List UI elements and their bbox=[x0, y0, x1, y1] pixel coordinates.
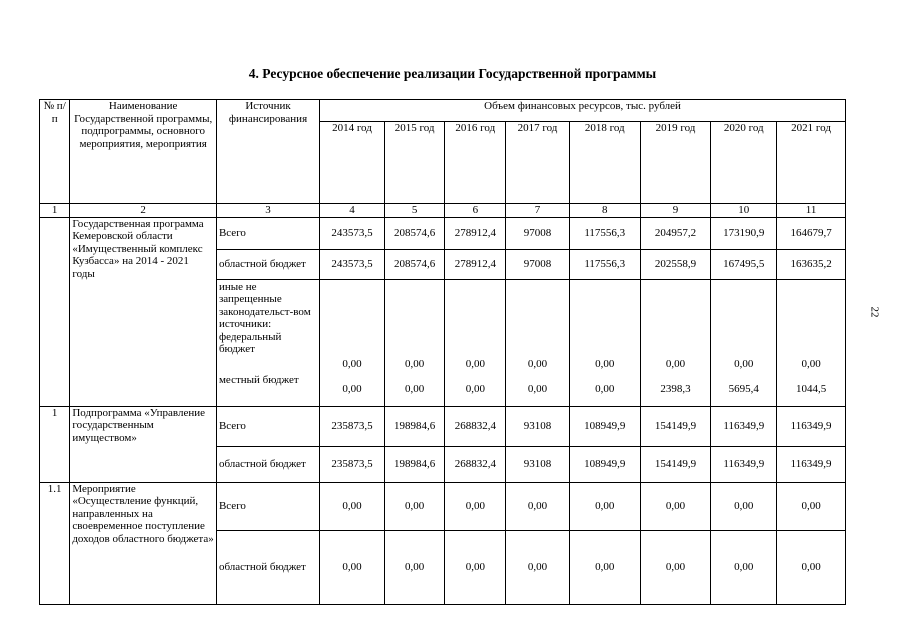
value-cell: 278912,4 bbox=[445, 217, 506, 249]
value-cell: 0,00 bbox=[665, 357, 686, 370]
value-cell: 0,00 bbox=[527, 357, 548, 370]
value-stack bbox=[777, 279, 846, 406]
row-name: Подпрограмма «Управление государственным имуществом» bbox=[70, 406, 217, 482]
value-cell: 0,00 bbox=[711, 530, 777, 604]
value-cell: 2398,3 bbox=[660, 382, 691, 395]
value-cell: 0,00 bbox=[384, 530, 445, 604]
value-cell: 0,00 bbox=[777, 482, 846, 530]
value-stack bbox=[445, 279, 506, 406]
value-cell: 164679,7 bbox=[777, 217, 846, 249]
value-stack bbox=[506, 279, 570, 406]
value-cell: 208574,6 bbox=[384, 249, 445, 279]
value-stack bbox=[711, 279, 777, 406]
header-year: 2016 год bbox=[445, 122, 506, 204]
column-number: 11 bbox=[777, 204, 846, 218]
value-cell: 116349,9 bbox=[711, 406, 777, 446]
page-title: 4. Ресурсное обеспечение реализации Государственной программы bbox=[248, 66, 657, 81]
row-source: Всего bbox=[216, 482, 319, 530]
header-year: 2015 год bbox=[384, 122, 445, 204]
row-number bbox=[40, 217, 70, 406]
value-cell: 163635,2 bbox=[777, 249, 846, 279]
value-cell: 0,00 bbox=[711, 482, 777, 530]
value-cell: 1044,5 bbox=[795, 382, 827, 395]
value-stack bbox=[640, 279, 711, 406]
header-year: 2020 год bbox=[711, 122, 777, 204]
value-cell: 0,00 bbox=[801, 357, 821, 370]
value-cell: 204957,2 bbox=[640, 217, 711, 249]
value-cell: 0,00 bbox=[506, 530, 570, 604]
value-cell: 154149,9 bbox=[640, 406, 711, 446]
row-source: иные не запрещенные законодательст-вом источники: федеральный бюджет bbox=[218, 280, 311, 355]
value-cell: 0,00 bbox=[465, 382, 485, 395]
value-cell: 5695,4 bbox=[728, 382, 759, 395]
source-stack bbox=[216, 279, 319, 406]
value-cell: 0,00 bbox=[506, 482, 570, 530]
table-row bbox=[40, 482, 846, 530]
value-cell: 116349,9 bbox=[777, 446, 846, 482]
value-cell: 0,00 bbox=[405, 382, 425, 395]
value-cell: 0,00 bbox=[320, 482, 385, 530]
column-number-row bbox=[40, 204, 846, 218]
header-year: 2014 год bbox=[320, 122, 385, 204]
header-volume: Объем финансовых ресурсов, тыс. рублей bbox=[320, 100, 846, 122]
value-cell: 154149,9 bbox=[640, 446, 711, 482]
value-cell: 0,00 bbox=[465, 357, 485, 370]
value-cell: 116349,9 bbox=[777, 406, 846, 446]
header-name: Наименование Государственной программы, подпрограммы, основного мероприятия, мероприятия bbox=[70, 100, 217, 204]
value-cell: 108949,9 bbox=[569, 446, 640, 482]
row-source: местный бюджет bbox=[218, 373, 299, 386]
header-year: 2017 год bbox=[506, 122, 570, 204]
table-row bbox=[40, 406, 846, 446]
column-number: 4 bbox=[320, 204, 385, 218]
value-cell: 97008 bbox=[506, 249, 570, 279]
header-source: Источник финансирования bbox=[216, 100, 319, 204]
column-number: 7 bbox=[506, 204, 570, 218]
column-number: 9 bbox=[640, 204, 711, 218]
value-cell: 0,00 bbox=[527, 382, 548, 395]
value-cell: 173190,9 bbox=[711, 217, 777, 249]
value-cell: 235873,5 bbox=[320, 406, 385, 446]
resource-table bbox=[39, 99, 846, 605]
column-number: 6 bbox=[445, 204, 506, 218]
value-cell: 108949,9 bbox=[569, 406, 640, 446]
value-cell: 235873,5 bbox=[320, 446, 385, 482]
header-year: 2018 год bbox=[569, 122, 640, 204]
value-cell: 202558,9 bbox=[640, 249, 711, 279]
value-cell: 0,00 bbox=[595, 357, 615, 370]
value-cell: 198984,6 bbox=[384, 406, 445, 446]
value-cell: 93108 bbox=[506, 446, 570, 482]
value-cell: 0,00 bbox=[640, 482, 711, 530]
value-cell: 167495,5 bbox=[711, 249, 777, 279]
value-cell: 278912,4 bbox=[445, 249, 506, 279]
row-source: областной бюджет bbox=[216, 530, 319, 604]
value-cell: 243573,5 bbox=[320, 217, 385, 249]
column-number: 5 bbox=[384, 204, 445, 218]
column-number: 3 bbox=[216, 204, 319, 218]
table-row bbox=[40, 217, 846, 249]
row-name: Государственная программа Кемеровской области «Имущественный комплекс Кузбасса» на 2014 - 2021 годы bbox=[70, 217, 217, 406]
row-name: Мероприятие «Осуществление функций, направленных на своевременное поступление доходов областного бюджета» bbox=[70, 482, 217, 604]
value-cell: 0,00 bbox=[640, 530, 711, 604]
header-number: № п/п bbox=[40, 100, 70, 204]
value-cell: 0,00 bbox=[777, 530, 846, 604]
value-cell: 117556,3 bbox=[569, 249, 640, 279]
value-cell: 243573,5 bbox=[320, 249, 385, 279]
column-number: 2 bbox=[70, 204, 217, 218]
value-cell: 198984,6 bbox=[384, 446, 445, 482]
value-stack bbox=[569, 279, 640, 406]
row-number: 1 bbox=[40, 406, 70, 482]
value-stack bbox=[384, 279, 445, 406]
value-cell: 0,00 bbox=[384, 482, 445, 530]
value-cell: 0,00 bbox=[445, 482, 506, 530]
value-cell: 0,00 bbox=[445, 530, 506, 604]
value-cell: 117556,3 bbox=[569, 217, 640, 249]
value-cell: 0,00 bbox=[734, 357, 754, 370]
value-cell: 97008 bbox=[506, 217, 570, 249]
value-cell: 93108 bbox=[506, 406, 570, 446]
value-cell: 208574,6 bbox=[384, 217, 445, 249]
header-year: 2021 год bbox=[777, 122, 846, 204]
page-number: 22 bbox=[868, 306, 881, 318]
value-cell: 0,00 bbox=[569, 530, 640, 604]
value-cell: 268832,4 bbox=[445, 446, 506, 482]
row-source: областной бюджет bbox=[216, 446, 319, 482]
value-cell: 0,00 bbox=[342, 357, 362, 370]
row-source: Всего bbox=[216, 406, 319, 446]
row-number: 1.1 bbox=[40, 482, 70, 604]
value-cell: 0,00 bbox=[320, 530, 385, 604]
value-cell: 116349,9 bbox=[711, 446, 777, 482]
column-number: 10 bbox=[711, 204, 777, 218]
row-source: областной бюджет bbox=[216, 249, 319, 279]
value-cell: 268832,4 bbox=[445, 406, 506, 446]
value-stack bbox=[320, 279, 385, 406]
row-source: Всего bbox=[216, 217, 319, 249]
value-cell: 0,00 bbox=[569, 482, 640, 530]
column-number: 8 bbox=[569, 204, 640, 218]
header-year: 2019 год bbox=[640, 122, 711, 204]
column-number: 1 bbox=[40, 204, 70, 218]
value-cell: 0,00 bbox=[595, 382, 615, 395]
value-cell: 0,00 bbox=[342, 382, 362, 395]
value-cell: 0,00 bbox=[405, 357, 425, 370]
